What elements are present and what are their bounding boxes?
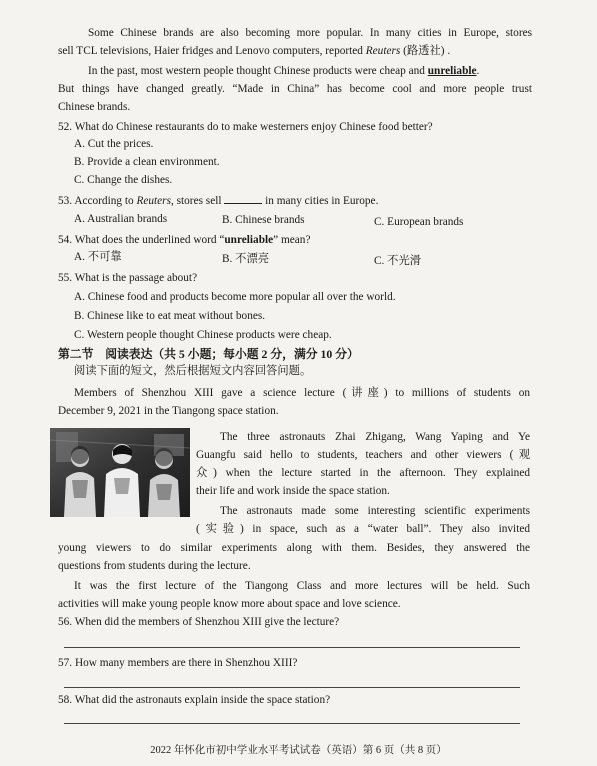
q52-option-b: B. Provide a clean environment.: [74, 156, 220, 168]
astronauts-photo: [50, 428, 190, 517]
passage-b-line: Guangfu said hello to students, teachers and other viewers (观: [196, 449, 530, 461]
question-55: 55. What is the passage about?: [58, 272, 198, 284]
answer-line-58[interactable]: [64, 723, 520, 724]
section-title: 第二节 阅读表达（共 5 小题；每小题 2 分，满分 10 分）: [58, 347, 359, 361]
passage-b-line: young viewers to do similar experiments along with them. Besides, they answered the: [58, 542, 530, 554]
question-56: 56. When did the members of Shenzhou XIII give the lecture?: [58, 616, 340, 628]
answer-blank: [224, 193, 262, 204]
question-58: 58. What did the astronauts explain inside the space station?: [58, 694, 331, 706]
passage-b-line: December 9, 2021 in the Tiangong space station.: [58, 405, 279, 417]
q54-option-b: B. 不漂亮: [222, 253, 270, 265]
q54-option-a: A. 不可靠: [74, 251, 122, 263]
question-57: 57. How many members are there in Shenzhou XIII?: [58, 657, 298, 669]
passage-a-line: But things have changed greatly. “Made in China” has become cool and more people trust: [58, 83, 532, 95]
passage-b-line: 众) when the lecture started in the afternoon. They explained: [196, 467, 530, 479]
passage-b-line: their life and work inside the space station.: [196, 485, 390, 497]
question-54: 54. What does the underlined word “unreliable” mean?: [58, 234, 311, 246]
answer-line-56[interactable]: [64, 647, 520, 648]
passage-b-line: The astronauts made some interesting scientific experiments: [220, 505, 530, 517]
q55-option-c: C. Western people thought Chinese products were cheap.: [74, 329, 332, 341]
passage-a-line: Chinese brands.: [58, 101, 131, 113]
q54-option-c: C. 不光滑: [374, 255, 422, 267]
q53-option-a: A. Australian brands: [74, 213, 168, 225]
question-53: 53. According to Reuters, stores sell in many cities in Europe.: [58, 195, 379, 207]
passage-a-line: Some Chinese brands are also becoming more popular. In many cities in Europe, stores: [88, 27, 532, 39]
page-footer: 2022 年怀化市初中学业水平考试试卷（英语）第 6 页（共 8 页）: [150, 745, 447, 756]
question-52: 52. What do Chinese restaurants do to make westerners enjoy Chinese food better?: [58, 121, 433, 133]
underlined-word: unreliable: [427, 65, 477, 77]
passage-b-line: (实验) in space, such as a “water ball”. They also invited: [196, 523, 530, 535]
passage-a-line: sell TCL televisions, Haier fridges and Lenovo computers, reported Reuters (路透社) .: [58, 45, 451, 57]
q52-option-a: A. Cut the prices.: [74, 138, 154, 150]
astronauts-photo-graphic: [50, 428, 190, 517]
passage-b-line: Members of Shenzhou XIII gave a science lecture (讲座) to millions of students on: [74, 387, 530, 399]
q53-option-c: C. European brands: [374, 216, 464, 228]
q52-option-c: C. Change the dishes.: [74, 174, 173, 186]
q55-option-a: A. Chinese food and products become more popular all over the world.: [74, 291, 396, 303]
q53-option-b: B. Chinese brands: [222, 214, 305, 226]
q55-option-b: B. Chinese like to eat meat without bones.: [74, 310, 266, 322]
passage-b-line: The three astronauts Zhai Zhigang, Wang Yaping and Ye: [220, 431, 530, 443]
passage-b-line: questions from students during the lecture.: [58, 560, 251, 572]
answer-line-57[interactable]: [64, 687, 520, 688]
passage-b-line: It was the first lecture of the Tiangong Class and more lectures will be held. Such: [74, 580, 530, 592]
passage-b-line: activities will make young people know more about space and love science.: [58, 598, 401, 610]
passage-a-line: In the past, most western people thought Chinese products were cheap and unreliable.: [88, 65, 480, 77]
section-instruction: 阅读下面的短文，然后根据短文内容回答问题。: [74, 365, 312, 377]
